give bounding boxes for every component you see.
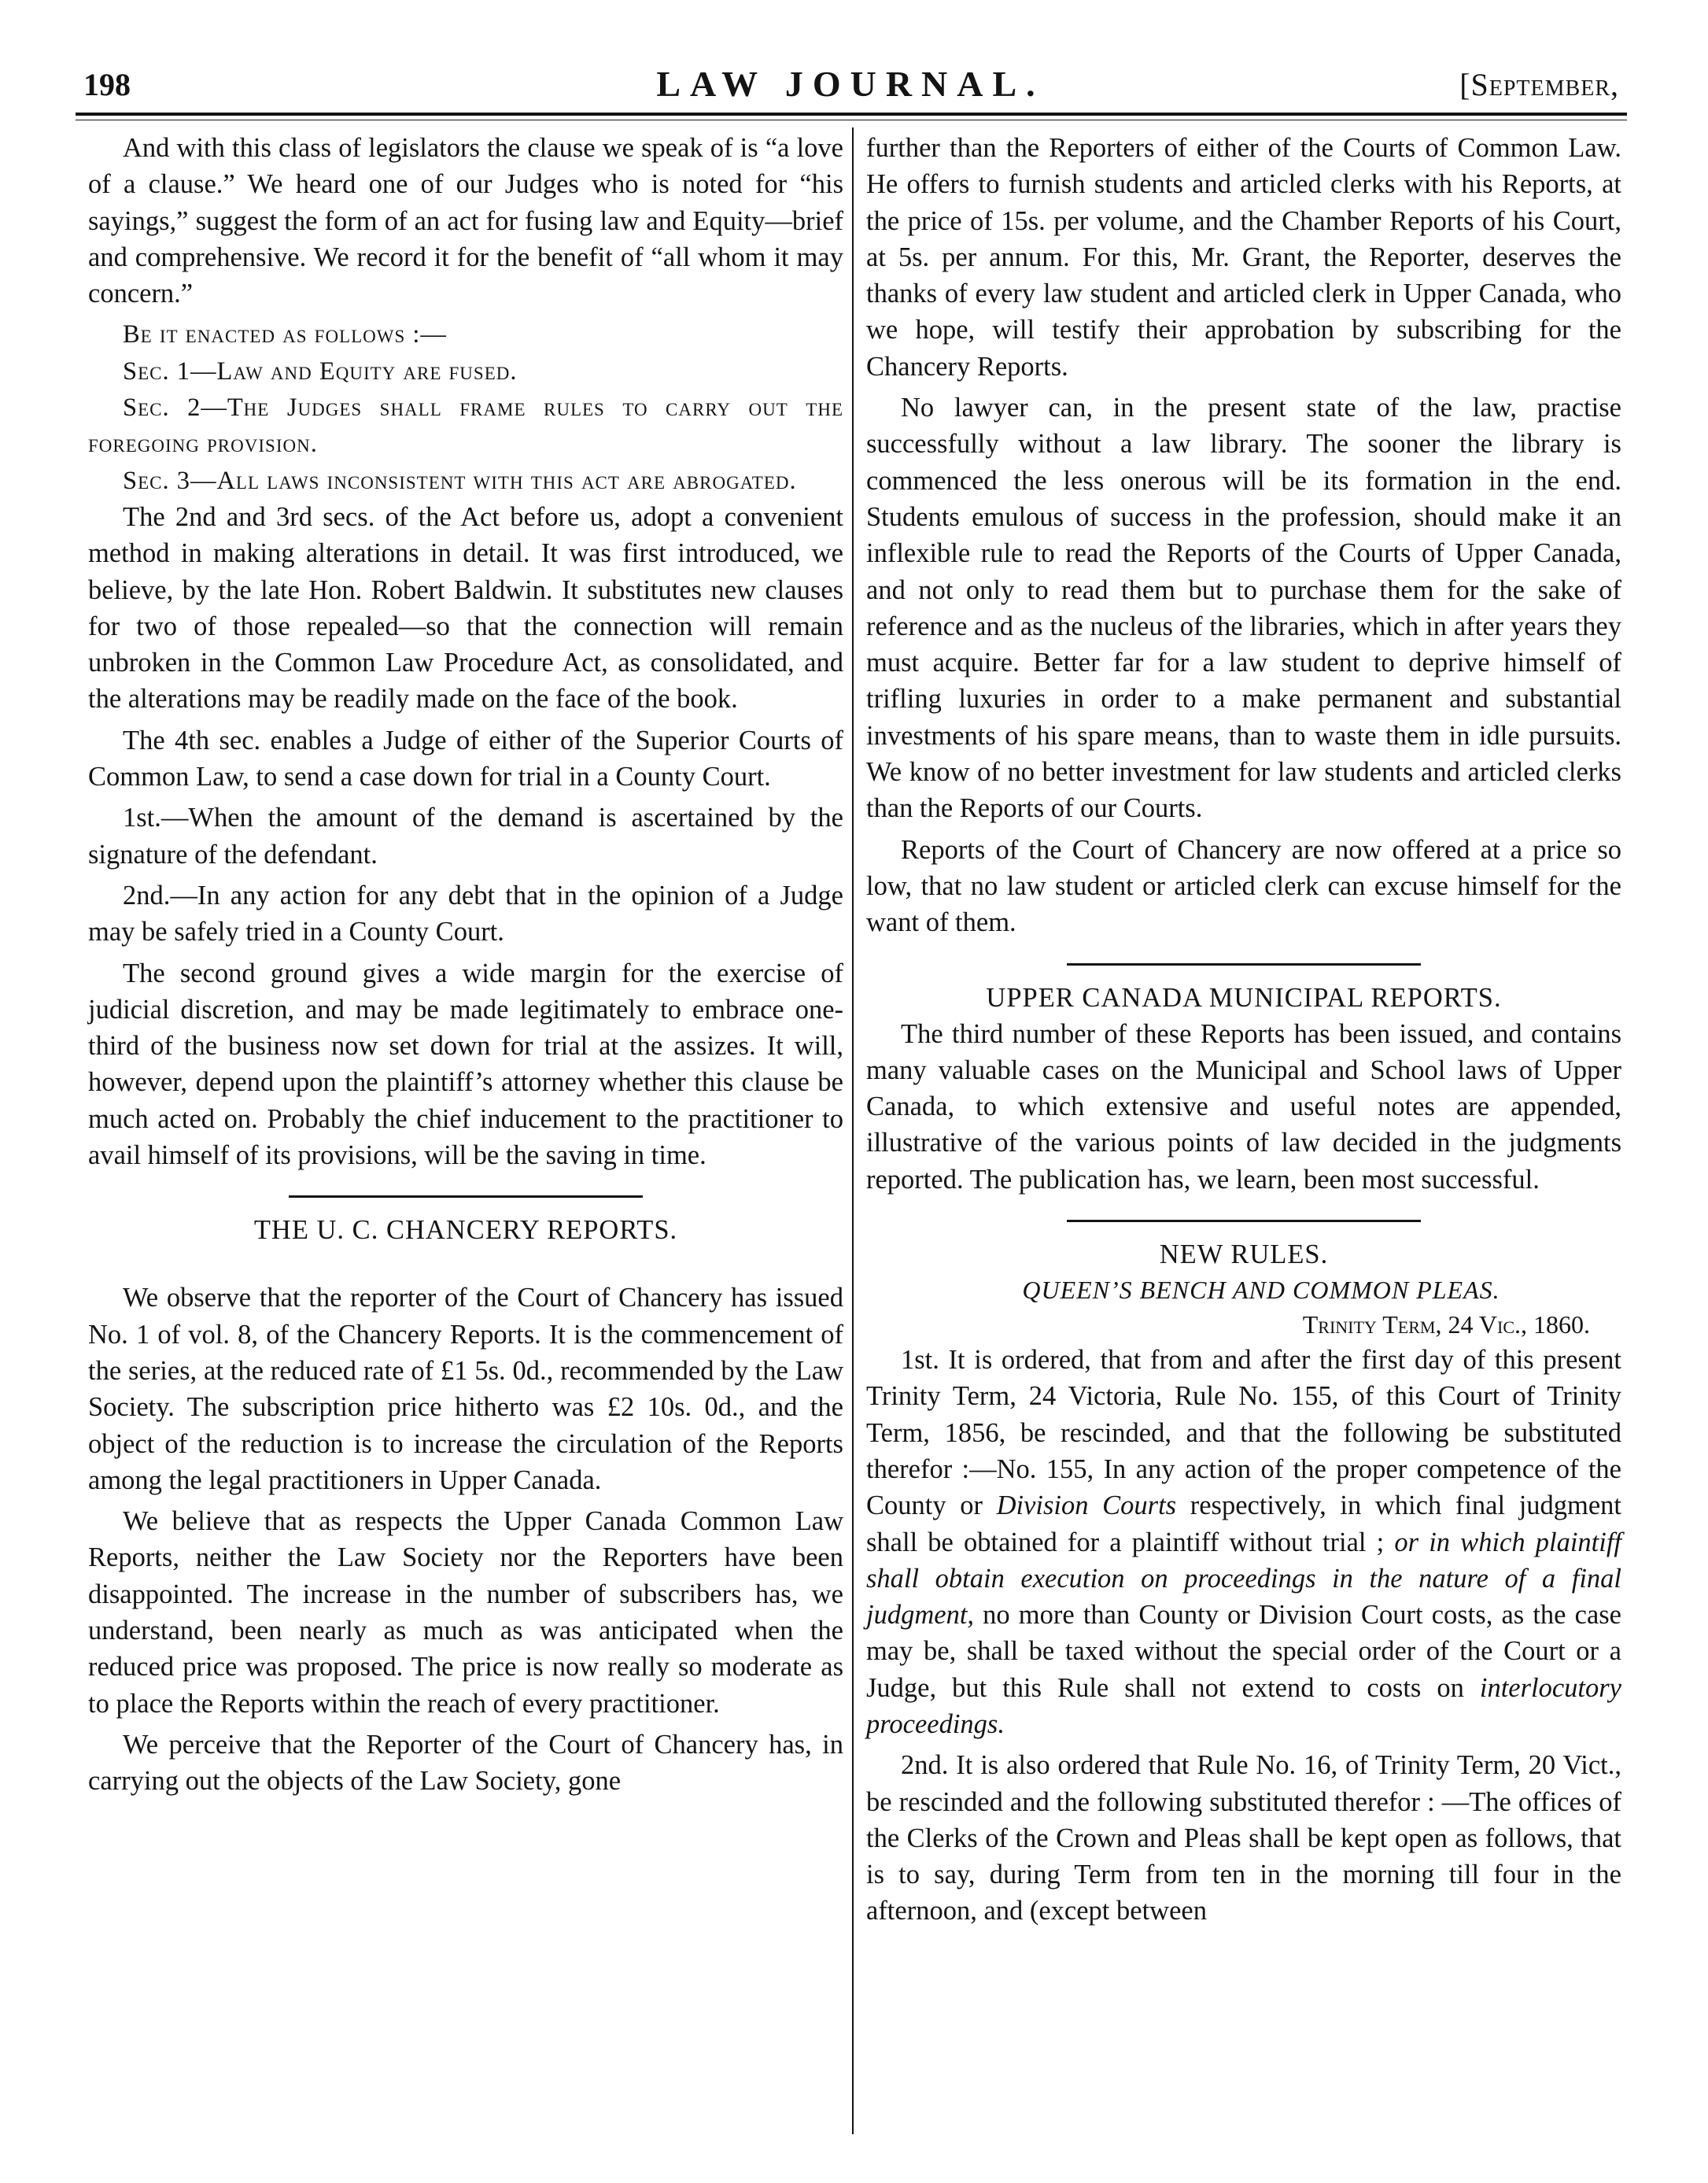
paragraph: The 4th sec. enables a Judge of either of the Superior Courts of Common Law, to send a case down for trial in a County Court. [88, 725, 843, 792]
page-header [76, 63, 1625, 109]
paragraph: We believe that as respects the Upper Canada Common Law Reports, neither the Law Society nor the Reporters have been disappointed. The increase in the number of subscribers has, we understand, been nearly as much as was anticipated when the reduced price was proposed. The price is now really so moderate as to place the Reports within the reach of every practitioner. [88, 1506, 843, 1719]
column-divider [852, 127, 854, 2134]
paragraph: We perceive that the Reporter of the Court of Chancery has, in carrying out the objects of the Law Society, gone [88, 1729, 843, 1797]
enactment-section-2: Sec. 2—The Judges shall frame rules to carry out the foregoing provision. [88, 393, 843, 459]
header-month: [September, [1459, 67, 1619, 102]
right-column [866, 130, 1621, 1934]
paragraph: The second ground gives a wide margin for the exercise of judicial discretion, and may be made legitimately to embrace one-third of the business now set down for trial at the assizes. It will, however, depend upon the plaintiff’s attorney whether this clause be much acted on. Probably the chief inducement to the practitioner to avail himself of its provisions, will be the saving in time. [88, 958, 843, 1171]
section-separator [1067, 963, 1421, 966]
enactment-section-3: Sec. 3—All laws inconsistent with this act are abrogated. [123, 466, 797, 495]
enactment-section-1: Sec. 1—Law and Equity are fused. [123, 356, 518, 386]
paragraph: And with this class of legislators the clause we speak of is “a love of a clause.” We heard one of our Judges who is noted for “his sayings,” suggest the form of an act for fusing law and Equity—brief and comprehensive. We record it for the benefit of “all whom it may concern.” [88, 133, 843, 309]
paragraph-rule-16: 2nd. It is also ordered that Rule No. 16, of Trinity Term, 20 Vict., be rescinded and the following substituted therefor : —The offices of the Clerks of the Crown and Pleas shall be kept open as follows, that is to say, during Term from ten in the morning till four in the afternoon, and (except between [866, 1750, 1621, 1926]
header-rule-thick [76, 113, 1627, 116]
paragraph: We observe that the reporter of the Court of Chancery has issued No. 1 of vol. 8, of the Chancery Reports. It is the commencement of the series, at the reduced rate of £1 5s. 0d., recommended by the Law Society. The subscription price hitherto was £2 10s. 0d., and the object of the reduction is to increase the circulation of the Reports among the legal practitioners in Upper Canada. [88, 1283, 843, 1495]
paragraph: The 2nd and 3rd secs. of the Act before us, adopt a convenient method in making alterations in detail. It was first introduced, we believe, by the late Hon. Robert Baldwin. It substitutes new clauses for two of those repealed—so that the connection will remain unbroken in the Common Law Procedure Act, as consolidated, and the alterations may be readily made on the face of the book. [88, 501, 843, 715]
section-heading-chancery: THE U. C. CHANCERY REPORTS. [253, 1215, 678, 1246]
section-subheading-courts: QUEEN’S BENCH AND COMMON PLEAS. [1022, 1276, 1500, 1305]
term-dateline: Trinity Term, 24 Vic., 1860. [1302, 1310, 1590, 1339]
page-number: 198 [83, 67, 131, 102]
paragraph-rule-155: 1st. It is ordered, that from and after the first day of this present Trinity Term, 24 Victoria, Rule No. 155, of this Court of Trinity Term, 1856, be rescinded, and that the following be substituted therefor :—No. 155, In any action of the proper competence of the County or Division Courts respectively, in which final judgment shall be obtained for a plaintiff without trial ; or in which plaintiff shall obtain execution on proceedings in the nature of a final judgment, no more than County or Division Court costs, as the case may be, shall be taxed without the special order of the Court or a Judge, but this Rule shall not extend to costs on interlocutory proceedings. [866, 1345, 1622, 1739]
section-separator [289, 1195, 643, 1198]
paragraph: further than the Reporters of either of the Courts of Common Law. He offers to furnish students and articled clerks with his Reports, at the price of 15s. per volume, and the Chamber Reports of his Court, at 5s. per annum. For this, Mr. Grant, the Reporter, deserves the thanks of every law student and articled clerk in Upper Canada, who we hope, will testify their approbation by subscribing for the Chancery Reports. [866, 133, 1621, 382]
section-separator [1067, 1220, 1421, 1222]
paragraph: 1st.—When the amount of the demand is ascertained by the signature of the defendant. [88, 803, 843, 870]
paragraph: Reports of the Court of Chancery are now offered at a price so low, that no law student or articled clerk can excuse himself for the want of them. [866, 834, 1621, 938]
left-column [88, 130, 843, 1804]
journal-title: LAW JOURNAL. [656, 64, 1045, 104]
enactment-clause: Be it enacted as follows :— [123, 320, 447, 349]
section-heading-new-rules: NEW RULES. [1159, 1239, 1329, 1270]
section-heading-municipal: UPPER CANADA MUNICIPAL REPORTS. [986, 982, 1502, 1013]
paragraph: 2nd.—In any action for any debt that in the opinion of a Judge may be safely tried in a County Court. [88, 880, 843, 947]
paragraph: No lawyer can, in the present state of the law, practise successfully without a law library. The sooner the library is commenced the less onerous will be its formation in the end. Students emulous of success in the profession, should make it an inflexible rule to read the Reports of the Courts of Upper Canada, and not only to read them but to purchase them for the sake of reference and as the nucleus of the libraries, which in after years they must acquire. Better far for a law student to deprive himself of trifling luxuries in order to a make permanent and substantial investments of his spare means, than to waste them in idle pursuits. We know of no better investment for law students and articled clerks than the Reports of our Courts. [866, 393, 1621, 824]
paragraph: The third number of these Reports has been issued, and contains many valuable cases on the Municipal and School laws of Upper Canada, to which extensive and useful notes are appended, illustrative of the various points of law decided in the judgments reported. The publication has, we learn, been most successful. [866, 1018, 1621, 1195]
